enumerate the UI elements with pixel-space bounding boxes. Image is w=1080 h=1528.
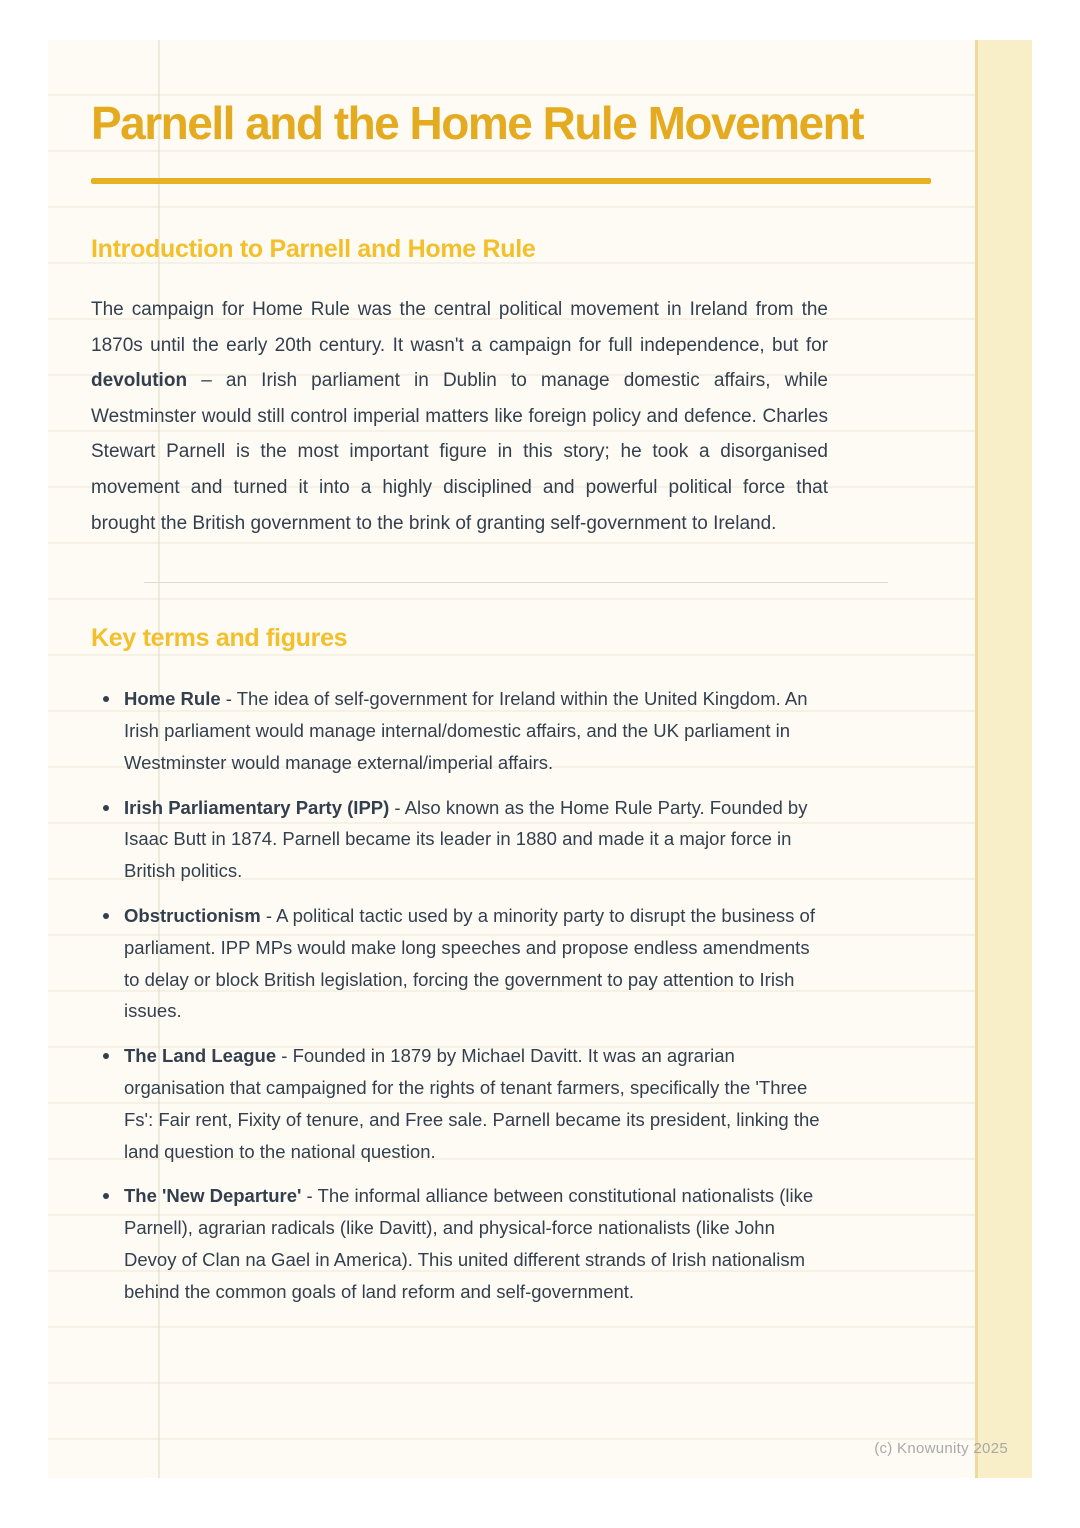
notes-page <box>48 40 1032 1478</box>
list-item <box>91 1040 824 1167</box>
copyright-footer: (c) Knowunity 2025 <box>874 1440 1008 1457</box>
list-item <box>91 683 824 778</box>
right-margin-band <box>975 40 1032 1478</box>
page-content <box>91 40 941 1321</box>
intro-paragraph <box>91 292 828 541</box>
list-item <box>91 792 824 887</box>
term-description: The informal alliance between constitutional nationalists (like Parnell), agrarian radicals (like Davitt), and physical-force nationalists (like John Devoy of Clan na Gael in America). This united different strands of Irish nationalism behind the common goals of land reform and self-government. <box>124 1185 814 1302</box>
title-underline-rule <box>91 178 931 184</box>
term-label: The Land League <box>124 1045 277 1067</box>
term-label: Obstructionism <box>124 904 261 926</box>
page-title: Parnell and the Home Rule Movement <box>91 97 864 149</box>
section-heading-key-terms: Key terms and figures <box>91 624 348 653</box>
term-label: The 'New Departure' <box>124 1185 302 1207</box>
term-separator: - <box>260 904 277 926</box>
term-label: Home Rule <box>124 688 221 710</box>
term-separator: - <box>301 1185 318 1207</box>
term-separator: - <box>389 796 405 818</box>
term-description: The idea of self-government for Ireland within the United Kingdom. An Irish parliament would manage internal/domestic affairs, and the UK parliament in Westminster would manage external/imperial affairs. <box>124 688 808 773</box>
section-heading-introduction: Introduction to Parnell and Home Rule <box>91 235 536 263</box>
term-description: Founded in 1879 by Michael Davitt. It was an agrarian organisation that campaigned for the rights of tenant farmers, specifically the 'Three Fs': Fair rent, Fixity of tenure, and Free sale. Parnell became its president, linking the land question to the national question. <box>124 1045 820 1162</box>
term-separator: - <box>276 1045 293 1067</box>
section-divider <box>144 582 888 583</box>
term-separator: - <box>220 688 237 710</box>
key-terms-list <box>91 683 824 1307</box>
term-description: A political tactic used by a minority party to disrupt the business of parliament. IPP MPs would make long speeches and propose endless amendments to delay or block British legislation, forcing the government to pay attention to Irish issues. <box>124 904 815 1022</box>
term-description: Also known as the Home Rule Party. Founded by Isaac Butt in 1874. Parnell became its leader in 1880 and made it a major force in British politics. <box>124 796 808 882</box>
term-label: Irish Parliamentary Party (IPP) <box>124 796 390 818</box>
intro-paragraph-text-after: – an Irish parliament in Dublin to manage domestic affairs, while Westminster would still control imperial matters like foreign policy and defence. Charles Stewart Parnell is the most important figure in this story; he took a disorganised movement and turned it into a highly disciplined and powerful political force that brought the British government to the brink of granting self-government to Ireland. <box>91 370 828 534</box>
list-item <box>91 900 824 1027</box>
intro-paragraph-bold-term: devolution <box>91 370 188 392</box>
list-item <box>91 1180 824 1307</box>
intro-paragraph-text-before: The campaign for Home Rule was the central political movement in Ireland from the 1870s until the early 20th century. It wasn't a campaign for full independence, but for <box>91 299 828 356</box>
